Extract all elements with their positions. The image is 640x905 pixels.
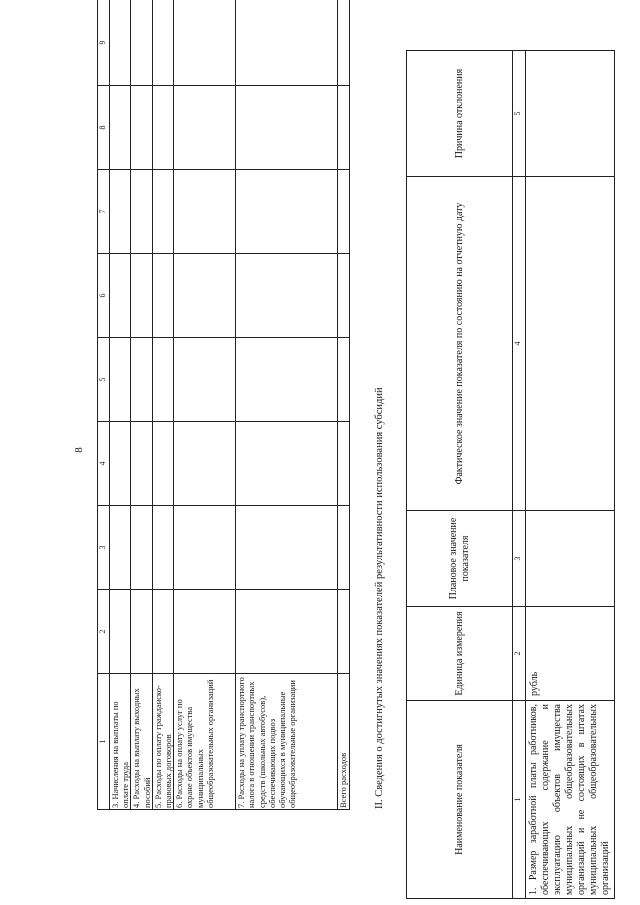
table-cell xyxy=(110,338,131,422)
indicator-plan xyxy=(526,511,615,607)
indicator-name: 1. Размер заработной платы работников, обеспечивающих содержание и эксплуатацию объектов имущества муниципальных общеобразовательных организаций и не состоящих в штатах муниципальных общеобразовательных организаций xyxy=(526,701,615,899)
table-cell xyxy=(110,86,131,170)
table-cell xyxy=(174,170,236,254)
header-cell: Причина отклонения xyxy=(407,51,513,177)
column-number-row xyxy=(513,51,526,899)
row-label: 6. Расходы на оплату услуг по охране объектов имущества муниципальных общеобразовательных организаций xyxy=(174,674,236,810)
table-cell xyxy=(174,0,236,86)
table-cell xyxy=(236,86,338,170)
table-cell xyxy=(338,254,350,338)
table-cell xyxy=(236,254,338,338)
col-num: 5 xyxy=(98,338,110,422)
table-cell xyxy=(131,338,152,422)
col-num: 8 xyxy=(98,86,110,170)
col-num: 4 xyxy=(98,422,110,506)
table-cell xyxy=(152,170,173,254)
table-cell xyxy=(110,590,131,674)
header-cell: Фактическое значение показателя по состоянию на отчетную дату xyxy=(407,177,513,511)
page-number: 8 xyxy=(72,447,85,453)
table-cell xyxy=(174,338,236,422)
table-cell xyxy=(338,86,350,170)
table-cell xyxy=(236,506,338,590)
expenses-table xyxy=(97,0,350,810)
col-num: 2 xyxy=(98,590,110,674)
table-cell xyxy=(174,422,236,506)
table-cell xyxy=(110,0,131,86)
table-cell xyxy=(174,254,236,338)
column-number-row xyxy=(98,0,110,810)
table-cell xyxy=(236,422,338,506)
table-cell xyxy=(338,590,350,674)
table-cell xyxy=(152,506,173,590)
table-cell xyxy=(338,338,350,422)
table-cell xyxy=(152,338,173,422)
table-cell xyxy=(152,0,173,86)
table-row xyxy=(236,0,338,810)
table-cell xyxy=(174,86,236,170)
section-heading: II. Сведения о достигнутых значениях показателей результативности использования субсидий xyxy=(374,387,385,809)
table-cell xyxy=(131,506,152,590)
table-row xyxy=(131,0,152,810)
table-row xyxy=(526,51,615,899)
header-row xyxy=(407,51,513,899)
table-cell xyxy=(131,590,152,674)
table-cell xyxy=(131,86,152,170)
table-cell xyxy=(110,422,131,506)
col-num: 2 xyxy=(513,607,526,701)
table-cell xyxy=(152,590,173,674)
col-num: 7 xyxy=(98,170,110,254)
table-cell xyxy=(131,170,152,254)
col-num: 1 xyxy=(98,674,110,810)
header-cell: Плановое значение показателя xyxy=(407,511,513,607)
table-cell xyxy=(338,422,350,506)
col-num: 3 xyxy=(513,511,526,607)
table-cell xyxy=(236,338,338,422)
table-cell xyxy=(110,254,131,338)
table-cell xyxy=(236,590,338,674)
row-label: Всего расходов xyxy=(338,674,350,810)
row-label: 4. Расходы на выплату выходных пособий xyxy=(131,674,152,810)
table-cell xyxy=(338,170,350,254)
col-num: 9 xyxy=(98,0,110,86)
row-label: 3. Начисления на выплаты по оплате труда xyxy=(110,674,131,810)
header-cell: Единица измерения xyxy=(407,607,513,701)
table-cell xyxy=(152,86,173,170)
col-num: 5 xyxy=(513,51,526,177)
table-cell xyxy=(152,422,173,506)
table-row xyxy=(338,0,350,810)
table-cell xyxy=(152,254,173,338)
indicator-unit: рубль xyxy=(526,607,615,701)
table-cell xyxy=(131,0,152,86)
row-label: 7. Расходы на уплату транспортного налога в отношении транспортных средств (школьных автобусов), обеспечивающих подвоз обучающихся в муниципальные общеобразовательные организации xyxy=(236,674,338,810)
table-cell xyxy=(110,170,131,254)
table-cell xyxy=(131,422,152,506)
col-num: 4 xyxy=(513,177,526,511)
header-cell: Наименование показателя xyxy=(407,701,513,899)
table-cell xyxy=(131,254,152,338)
table-cell xyxy=(338,0,350,86)
table-cell xyxy=(338,506,350,590)
indicator-fact xyxy=(526,177,615,511)
table-cell xyxy=(174,506,236,590)
indicators-table xyxy=(406,50,615,899)
table-row xyxy=(110,0,131,810)
col-num: 1 xyxy=(513,701,526,899)
col-num: 6 xyxy=(98,254,110,338)
table-cell xyxy=(110,506,131,590)
table-row xyxy=(152,0,173,810)
table-cell xyxy=(236,170,338,254)
table-cell xyxy=(236,0,338,86)
indicator-reason xyxy=(526,51,615,177)
table-cell xyxy=(174,590,236,674)
table-row xyxy=(174,0,236,810)
col-num: 3 xyxy=(98,506,110,590)
row-label: 5. Расходы по оплату гражданско-правовых договоров xyxy=(152,674,173,810)
